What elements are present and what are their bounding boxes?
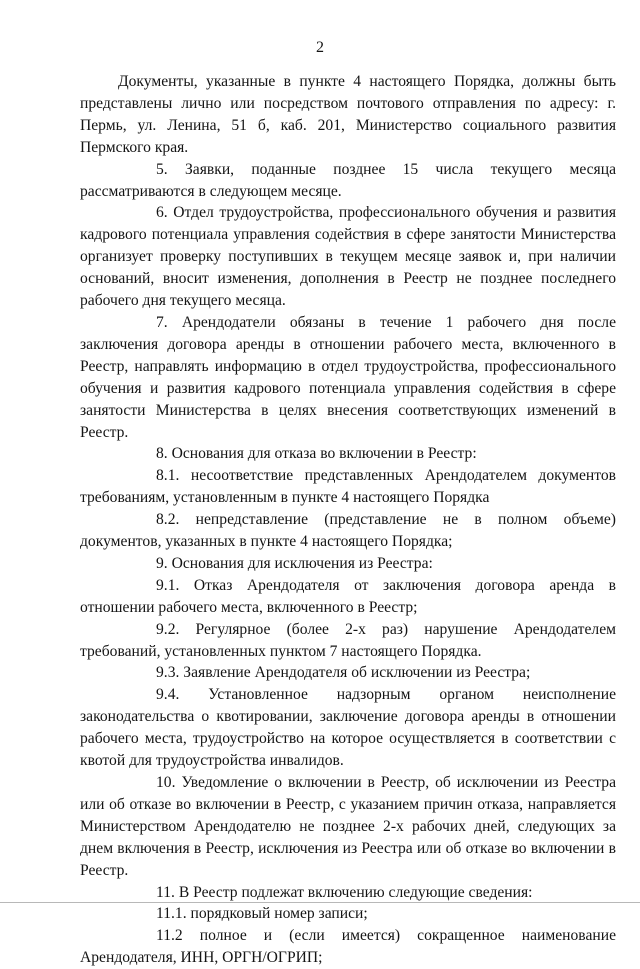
document-body — [80, 71, 616, 969]
paragraph-number: 7. — [156, 313, 168, 331]
paragraph-9 — [80, 553, 616, 575]
paragraph-text: Арендодатели обязаны в течение 1 рабочего дня после заключения договора аренды в отношении рабочего места, включенного в Реестр, направлять информацию в отдел трудоустройства, профессионального обучения и развития кадрового потенциала управления содействия в сфере занятости Министерства в целях внесения соответствующих изменений в Реестр. — [80, 313, 616, 441]
paragraph-number: 11. — [156, 883, 175, 901]
paragraph-8-1 — [80, 465, 616, 509]
paragraph-number: 9. — [156, 554, 168, 572]
paragraph-5 — [80, 159, 616, 203]
paragraph-number: 9.3. — [156, 664, 180, 682]
paragraph-text: Отказ Арендодателя от заключения договора аренда в отношении рабочего места, включенного в Реестр; — [80, 576, 617, 616]
paragraph-number: 9.1. — [156, 576, 180, 594]
paragraph-9-2 — [80, 619, 616, 663]
paragraph-number: 6. — [156, 204, 168, 222]
paragraph-number: 8.1. — [156, 467, 180, 485]
paragraph-text: Заявление Арендодателя об исключении из Реестра; — [183, 664, 531, 682]
paragraph-text: Заявки, поданные позднее 15 числа текущего месяца рассматриваются в следующем месяце. — [80, 160, 616, 200]
paragraph-delivery — [80, 71, 616, 159]
paragraph-number: 8. — [156, 445, 168, 463]
paragraph-9-4 — [80, 684, 616, 772]
paragraph-text: непредставление (представление не в полном объеме) документов, указанных в пункте 4 настоящего Порядка; — [80, 511, 616, 551]
paragraph-text: В Реестр подлежат включению следующие сведения: — [178, 883, 533, 901]
paragraph-number: 8.2. — [156, 511, 180, 529]
paragraph-number: 10. — [156, 774, 176, 791]
paragraph-number: 9.4. — [156, 686, 180, 704]
paragraph-11-1 — [80, 903, 616, 925]
paragraph-text: порядковый номер записи; — [190, 905, 368, 923]
paragraph-7 — [80, 312, 616, 443]
paragraph-9-3 — [80, 662, 616, 684]
paragraph-text: Основания для отказа во включении в Реестр: — [171, 445, 477, 463]
paragraph-text: Документы, указанные в пункте 4 настоящего Порядка, должны быть представлены лично или посредством почтового отправления по адресу: г. Пермь, ул. Ленина, 51 б, каб. 201, Министерство социального развития Пермского края. — [80, 73, 616, 156]
paragraph-number: 11.2 — [156, 927, 183, 945]
page-number: 2 — [316, 39, 324, 56]
paragraph-text: Установленное надзорным органом неисполнение законодательства о квотировании, заключение договора аренды в отношении рабочего места, трудоустройство на которое осуществляется в соответствии с квотой для трудоустройства инвалидов. — [80, 686, 616, 770]
paragraph-text: несоответствие представленных Арендодателем документов требованиям, установленным в пункте 4 настоящего Порядка — [80, 467, 616, 507]
paragraph-11-2 — [80, 925, 616, 969]
page-bottom-edge — [0, 902, 640, 903]
paragraph-text: Уведомление о включении в Реестр, об исключении из Реестра или об отказе во включении в Реестр, с указанием причин отказа, направляется Министерством Арендодателю не позднее 2-х рабочих дней, следующих за днем включения в Реестр, исключения из Реестра или об отказе во включении в Реестр. — [80, 774, 616, 879]
paragraph-text: Отдел трудоустройства, профессионального обучения и развития кадрового потенциала управления содействия в сфере занятости Министерства организует проверку поступивших в текущем месяце заявок и, при наличии оснований, вносит изменения, дополнения в Реестр не позднее последнего рабочего дня текущего месяца. — [80, 204, 616, 310]
paragraph-number: 5. — [156, 160, 168, 178]
paragraph-text: Регулярное (более 2-х раз) нарушение Арендодателем требований, установленных пунктом 7 настоящего Порядка. — [80, 620, 616, 660]
paragraph-8 — [80, 443, 616, 465]
paragraph-6 — [80, 202, 616, 312]
paragraph-8-2 — [80, 509, 616, 553]
paragraph-text: Основания для исключения из Реестра: — [171, 554, 433, 572]
paragraph-text: полное и (если имеется) сокращенное наименование Арендодателя, ИНН, ОРГН/ОГРИП; — [80, 927, 616, 967]
paragraph-11 — [80, 882, 616, 904]
paragraph-10 — [80, 772, 616, 882]
paragraph-number: 9.2. — [156, 620, 180, 638]
paragraph-number: 11.1. — [156, 905, 187, 923]
paragraph-9-1 — [80, 575, 616, 619]
